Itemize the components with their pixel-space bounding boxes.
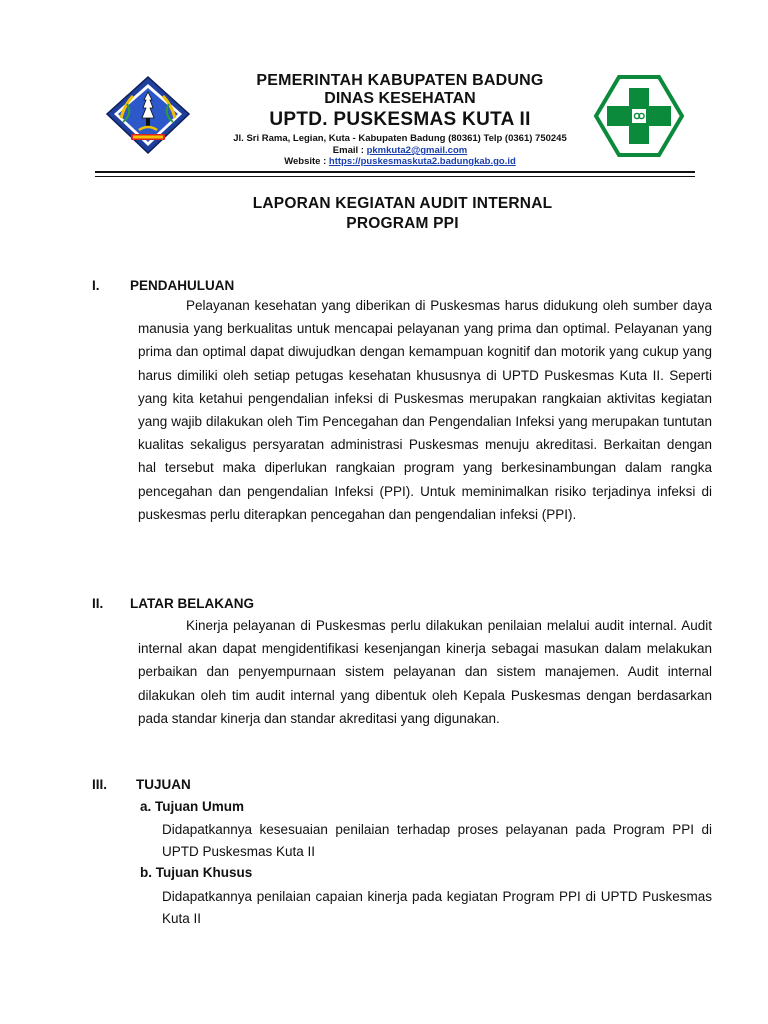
letterhead-address: Jl. Sri Rama, Legian, Kuta - Kabupaten Badung (80361) Telp (0361) 750245: [233, 133, 567, 144]
letterhead-rule-thin: [95, 176, 695, 177]
report-title-line-2: PROGRAM PPI: [346, 215, 459, 232]
letterhead-line-1: PEMERINTAH KABUPATEN BADUNG: [256, 72, 544, 89]
subsection-a-label: a. Tujuan Umum: [140, 799, 245, 814]
letterhead-rule-thick: [95, 171, 695, 173]
email-link[interactable]: pkmkuta2@gmail.com: [366, 145, 468, 156]
section-3-title: TUJUAN: [136, 777, 191, 792]
subsection-b-label: b. Tujuan Khusus: [140, 865, 253, 880]
letterhead: [200, 72, 600, 167]
letterhead-line-2: DINAS KESEHATAN: [324, 90, 476, 107]
badung-regency-emblem-icon: [103, 74, 193, 156]
letterhead-line-3: UPTD. PUSKESMAS KUTA II: [269, 109, 531, 130]
section-1-paragraph: Pelayanan kesehatan yang diberikan di Puskesmas harus didukung oleh sumber daya manusia yang berkualitas untuk mencapai pelayanan yang prima dan optimal. Pelayanan yang prima dan optimal dapat diwujudkan dengan kemampuan kognitif dan motorik yang cukup yang harus dimiliki oleh setiap petugas kesehatan khususnya di UPTD Puskesmas Kuta II. Seperti yang kita ketahui pengendalian infeksi di Puskesmas merupakan rangkaian aktivitas kegiatan yang wajib dilakukan oleh Tim Pencegahan dan Pengendalian Infeksi yang merupakan tuntutan kualitas sekaligus persyaratan administrasi Puskesmas menuju akreditasi. Berkaitan dengan hal tersebut maka diperlukan rangkaian program yang berkesinambungan dalam rangka pencegahan dan pengendalian Infeksi (PPI). Untuk meminimalkan risiko terjadinya infeksi di puskesmas perlu diterapkan pencegahan dan pengendalian infeksi (PPI).: [138, 298, 712, 522]
subsection-b-text: Didapatkannya penilaian capaian kinerja pada kegiatan Program PPI di UPTD Puskesmas Kuta II: [162, 889, 712, 926]
report-title: [100, 194, 705, 234]
report-title-line-1: LAPORAN KEGIATAN AUDIT INTERNAL: [252, 195, 553, 212]
website-link[interactable]: https://puskesmaskuta2.badungkab.go.id: [328, 156, 516, 167]
letterhead-email: [200, 145, 600, 156]
email-label: Email :: [332, 145, 364, 156]
section-2-number: II.: [92, 596, 104, 611]
section-2-title: LATAR BELAKANG: [130, 596, 254, 611]
website-label: Website :: [284, 156, 327, 167]
section-1-title: PENDAHULUAN: [130, 278, 235, 293]
subsection-a-text: Didapatkannya kesesuaian penilaian terhadap proses pelayanan pada Program PPI di UPTD Puskesmas Kuta II: [162, 822, 712, 859]
section-3-number: III.: [92, 777, 108, 792]
section-2-paragraph: Kinerja pelayanan di Puskesmas perlu dilakukan penilaian melalui audit internal. Audit internal akan dapat mengidentifikasi kesenjangan kinerja sebagai masukan dalam melakukan perbaikan dan penyempurnaan sistem pelayanan dan sistem manajemen. Audit internal dilakukan oleh tim audit internal yang dibentuk oleh Kepala Puskesmas dengan berdasarkan pada standar kinerja dan standar akreditasi yang digunakan.: [138, 618, 712, 726]
puskesmas-cross-logo-icon: [593, 74, 685, 158]
letterhead-website: [200, 156, 600, 167]
section-1-number: I.: [92, 278, 100, 293]
